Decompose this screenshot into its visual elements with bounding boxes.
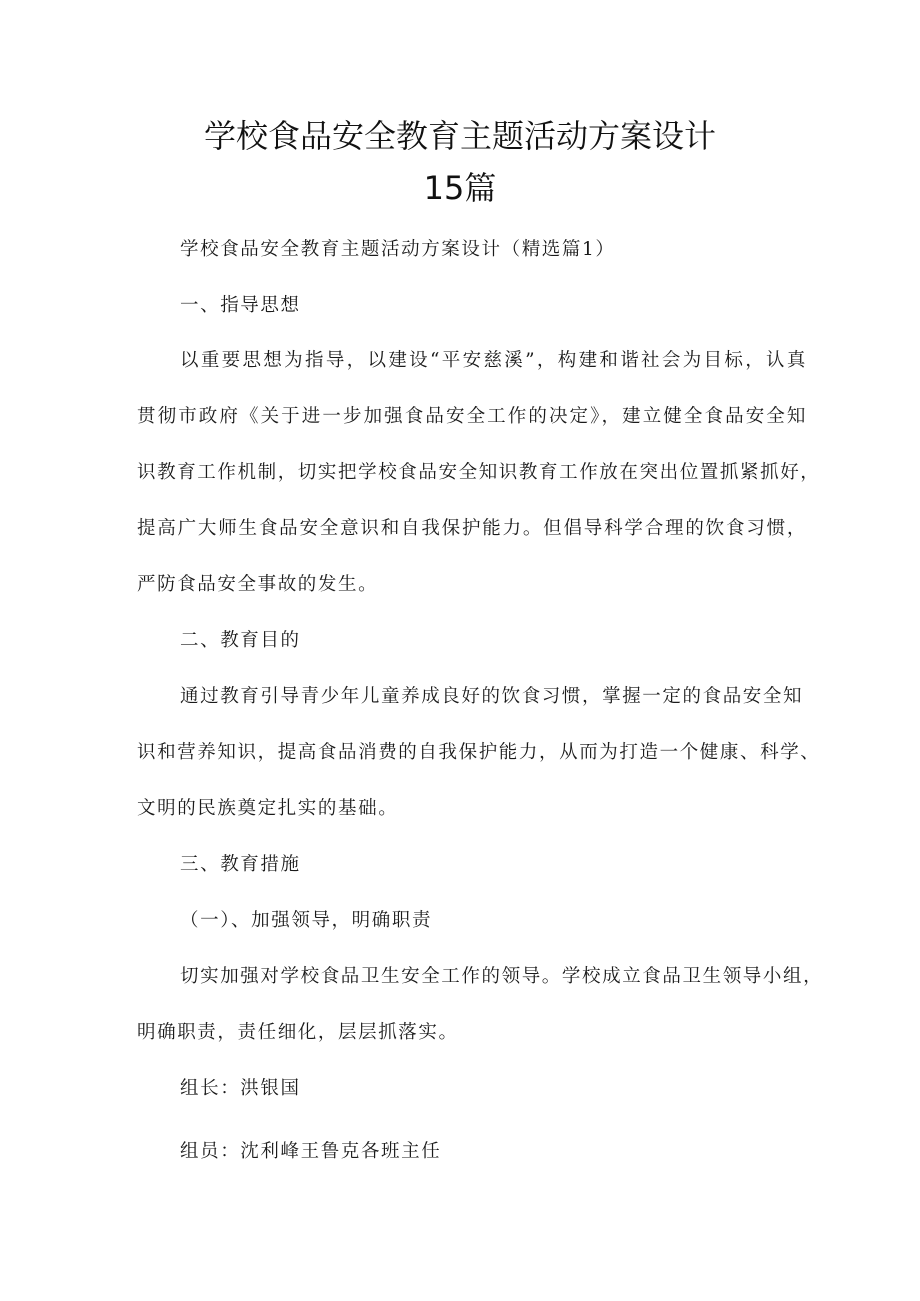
section-subtitle: 学校食品安全教育主题活动方案设计（精选篇1） — [180, 239, 616, 260]
paragraph-line: 贯彻市政府《关于进一步加强食品安全工作的决定》，建立健全食品安全知 — [137, 406, 807, 427]
paragraph-line: 提高广大师生食品安全意识和自我保护能力。但倡导科学合理的饮食习惯， — [137, 518, 807, 539]
document-title-line1: 学校食品安全教育主题活动方案设计 — [203, 117, 716, 155]
document-title-line2: 15篇 — [423, 169, 497, 207]
paragraph-line: 明确职责，责任细化，层层抓落实。 — [137, 1022, 459, 1043]
heading-education-measures: 三、教育措施 — [180, 854, 301, 875]
leader-line: 组长：洪银国 — [180, 1078, 301, 1099]
paragraph-line: 识和营养知识，提高食品消费的自我保护能力，从而为打造一个健康、科学、 — [137, 742, 821, 763]
paragraph-line: 文明的民族奠定扎实的基础。 — [137, 798, 399, 819]
paragraph-line: 切实加强对学校食品卫生安全工作的领导。学校成立食品卫生领导小组， — [180, 966, 824, 987]
heading-guiding-ideology: 一、指导思想 — [180, 295, 301, 316]
subheading-leadership: （一）、加强领导，明确职责 — [180, 910, 433, 931]
paragraph-line: 识教育工作机制，切实把学校食品安全知识教育工作放在突出位置抓紧抓好， — [137, 462, 821, 483]
paragraph-line: 通过教育引导青少年儿童养成良好的饮食习惯，掌握一定的食品安全知 — [180, 686, 804, 707]
members-line: 组员：沈利峰王鲁克各班主任 — [180, 1141, 442, 1162]
heading-education-purpose: 二、教育目的 — [180, 630, 301, 651]
paragraph-line: 以重要思想为指导，以建设“平安慈溪”，构建和谐社会为目标，认真 — [180, 350, 807, 371]
paragraph-line: 严防食品安全事故的发生。 — [137, 574, 379, 595]
